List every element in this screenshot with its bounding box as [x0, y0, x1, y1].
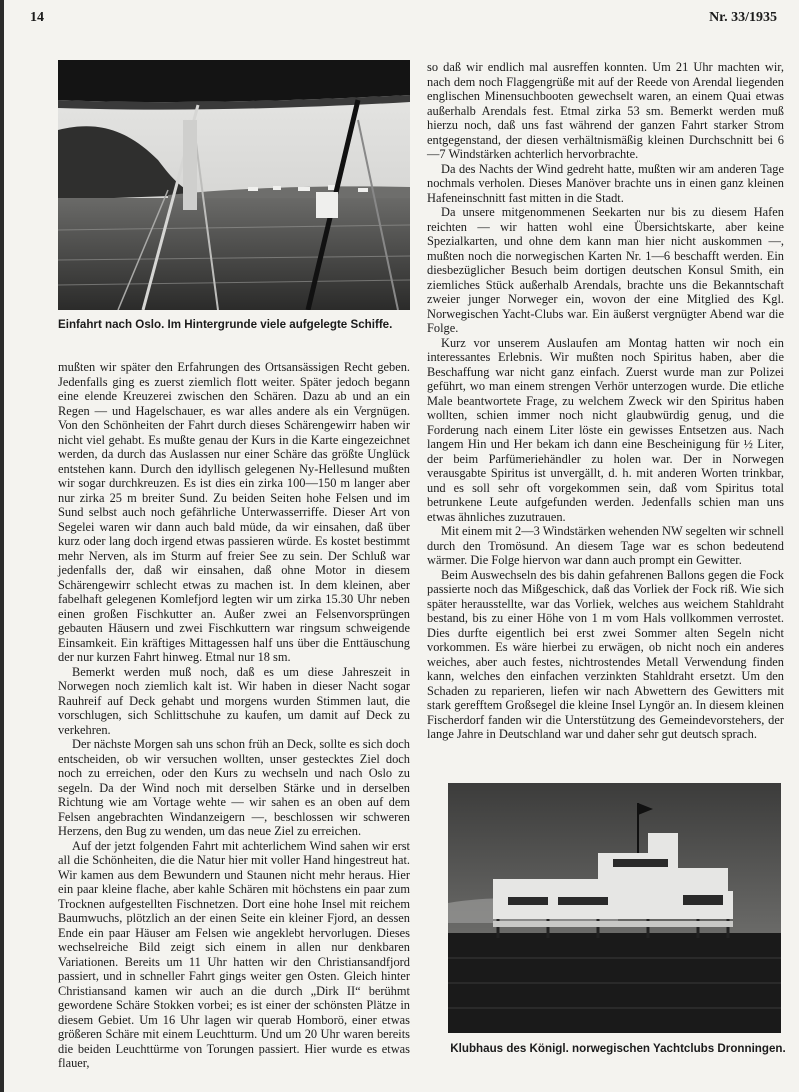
paragraph: Bemerkt werden muß noch, daß es um diese Jahreszeit in Norwegen noch ziemlich kalt ist. Wir haben in dieser Nacht sogar Rauhreif auf Deck gehabt und morgens wurden Stimmen laut, die vorschlugen, sich Schlittschuhe zu kaufen, um damit auf Deck zu verkehren. [58, 664, 410, 737]
paragraph: Der nächste Morgen sah uns schon früh an Deck, sollte es sich doch entscheiden, ob wir versuchen wollten, unser gestecktes Ziel doch noch zu erreichen, oder den Kurs zu wechseln und nach Oslo zu segeln. Da der Wind noch mit derselben Stärke und in derselben Richtung wie am Vortage wehte — wir sahen es an oben auf dem Felsen angebrachten Windanzeigern —, beschlossen wir schweren Herzens, den Bug zu wenden, um das neue Ziel zu erreichen. [58, 737, 410, 838]
left-text-column [58, 360, 410, 1071]
clubhouse-photo-caption: Klubhaus des Königl. norwegischen Yachtclubs Dronningen. [450, 1042, 786, 1055]
paragraph: Mit einem mit 2—3 Windstärken wehenden NW segelten wir schnell durch den Tromösund. An diesem Tage war es schon bedeutend wärmer. Die Folge hiervon war dann auch prompt ein Gewitter. [427, 524, 784, 567]
right-text-column [427, 60, 784, 742]
clubhouse-photo [448, 783, 781, 1033]
issue-number: Nr. 33/1935 [709, 10, 777, 25]
oslo-harbor-illustration [58, 60, 410, 310]
oslo-harbor-photo [58, 60, 410, 310]
page-number: 14 [30, 10, 44, 25]
paragraph: Kurz vor unserem Auslaufen am Montag hatten wir noch ein interessantes Erlebnis. Wir mußten noch Spiritus haben, aber die Beschaffung war nicht ganz einfach. Zuerst wurde man zur Polizei geführt, wo man einem strengen Verhör unterzogen wurde. Die etliche Male beantwortete Frage, zu welchem Zweck wir den Spiritus haben wollten, schien immer noch nicht glaubwürdig genug, und die Forderung nach einem Liter löste ein gewisses Entsetzen aus. Nach langem Hin und Her bekam ich dann eine Bescheinigung für ½ Liter, der beim Parfümeriehändler zu holen war. Der in Norwegen verausgabte Spiritus ist unvergällt, d. h. mit anderen Worten trinkbar, und es soll sehr oft vorgekommen sein, daß vom Spiritus total betrunkene Leute aufgefunden werden. Jedenfalls schien man uns etwas ähnliches zuzutrauen. [427, 335, 784, 524]
paragraph: Beim Auswechseln des bis dahin gefahrenen Ballons gegen die Fock passierte noch das Mißgeschick, daß das Vorliek der Fock riß. Wie sich später herausstellte, war das Vorliek, welches aus weichem Stahldraht bestand, bis zu einer Höhe von 1 m vom Hals vollkommen verrostet. Dies durfte eigentlich bei erst zwei Sommer alten Segeln nicht vorkommen. Es wäre hierbei zu erwägen, ob nicht noch ein anderes weiches, aber auch festes, nichtrostendes Metall Verwendung finden kann, welches den einfachen verzinkten Stahldraht ersetzt. Um den Schaden zu reparieren, liefen wir nach Abwettern des Gewitters mit stark gerefftem Großsegel die kleine Insel Lyngör an. In diesem kleinen Fischerdorf fanden wir die Unterstützung des Gemeindevorstehers, der lange Jahre in Deutschland war und daher sehr gut deutsch sprach. [427, 567, 784, 741]
oslo-photo-caption: Einfahrt nach Oslo. Im Hintergrunde viele aufgelegte Schiffe. [58, 318, 393, 331]
paragraph: Da des Nachts der Wind gedreht hatte, mußten wir am anderen Tage nochmals verholen. Dieses Manöver brachte uns in einen ganz kleinen Hafeneinschnitt fast mitten in die Stadt. [427, 161, 784, 205]
paragraph: Auf der jetzt folgenden Fahrt mit achterlichem Wind sahen wir erst all die Schönheiten, die die Natur hier mit voller Hand hingestreut hat. Wir kamen aus dem Bewundern und Staunen nicht mehr heraus. Hier ein paar kleine flache, aber kahle Schären mit höchstens ein paar zum Trocknen aufgestellten Fischnetzen. Dort eine hohe Insel mit reichem Baumwuchs, plötzlich an der einen Seite ein kleiner Fjord, an dessen Ende ein paar Häuser am Felsen wie angeklebt hervorlugen. Dieses wechselreiche Bild zeigt sich einem in allen nur denkbaren Variationen. Bereits um 11 Uhr hatten wir den Christiansandfjord passiert, und in schneller Fahrt gings weiter gen Osten. Gleich hinter Christiansand kamen wir auch an die durch „Dirk II“ berühmt gewordene Schäre Stokken vorbei; es ist einer der schönsten Plätze in diesem Gebiet. Um 16 Uhr lagen wir querab Homborö, einer etwas größeren Schäre mit einem Leuchtturm. Und um 20 Uhr waren bereits die beiden Leuchttürme von Torungen passiert. Hier wurde es etwas flauer, [58, 838, 410, 1070]
paragraph: mußten wir später den Erfahrungen des Ortsansässigen Recht geben. Jedenfalls ging es zuerst ziemlich flott weiter. Später jedoch begann eine elende Kreuzerei zwischen den Schären. Dazu ab und an ein Regen — und Hagelschauer, es war alles andere als ein Vergnügen. Von den Schönheiten der Fahrt durch dieses Schärengewirr haben wir nicht viel gehabt. Es mußte genau der Kurs in die Karte eingezeichnet werden, da durch das Auslassen nur einer Schäre das größte Unglück entstehen kann. Durch den idyllisch gelegenen Ny-Hellesund mußten wir sogar durchkreuzen. Es ist dies ein zirka 100—150 m langer aber nur zirka 25 m breiter Sund. Zu beiden Seiten hohe Felsen und im Sund selbst auch noch gefährliche Unterwasserriffe. Dieser Art von Segelei waren wir dann auch bald müde, da wir einsahen, daß über kurz oder lang doch irgend etwas passieren würde. Es kostet bestimmt mehr Nerven, als im Sturm auf freier See zu sein. Der Schluß war jedenfalls der, daß wir einsahen, daß ohne Motor in diesem Schärengewirr schlecht etwas zu machen ist. In dem kleinen, aber fabelhaft gelegenen Komlefjord legten wir um zirka 15.30 Uhr neben einen großen Fischkutter an. Außer zwei an Felsenvorsprüngen gebauten Häusern und zwei Fischkuttern war ringsum schweigende Einsamkeit. Ein kräftiges Mittagessen half uns über die Enttäuschung der nur kurzen Fahrt hinweg. Etmal nur 18 sm. [58, 360, 410, 664]
paragraph: so daß wir endlich mal ausreffen konnten. Um 21 Uhr machten wir, nach dem noch Flaggengrüße mit auf der Reede von Arendal liegenden englischen Minensuchbooten gewechselt waren, an einem Quai etwas außerhalb Arendals fest. Etmal zirka 53 sm. Bemerkt werden muß hierzu noch, daß uns fast während der ganzen Fahrt starker Strom entgegenstand, der diesen verhältnismäßig kleinen Durchschnitt bei 6—7 Windstärken achterlich hervorbrachte. [427, 60, 784, 161]
clubhouse-illustration [448, 783, 781, 1033]
page-edge [0, 0, 4, 1092]
paragraph: Da unsere mitgenommenen Seekarten nur bis zu diesem Hafen reichten — wir hatten wohl eine Übersichtskarte, aber keine Spezialkarten, und ohne dem kann man hier nicht auskommen —, mußten noch die norwegischen Karten Nr. 1—6 beschafft werden. Ein diesbezüglicher Besuch beim dortigen deutschen Konsul Smith, ein ziemliches Stück außerhalb Arendals, brachte uns die Bekanntschaft zweier junger Norweger ein, wovon der eine Mitglied des Kgl. Norwegischen Yacht-Clubs war. Ein äußerst vergnügter Abend war die Folge. [427, 205, 784, 335]
